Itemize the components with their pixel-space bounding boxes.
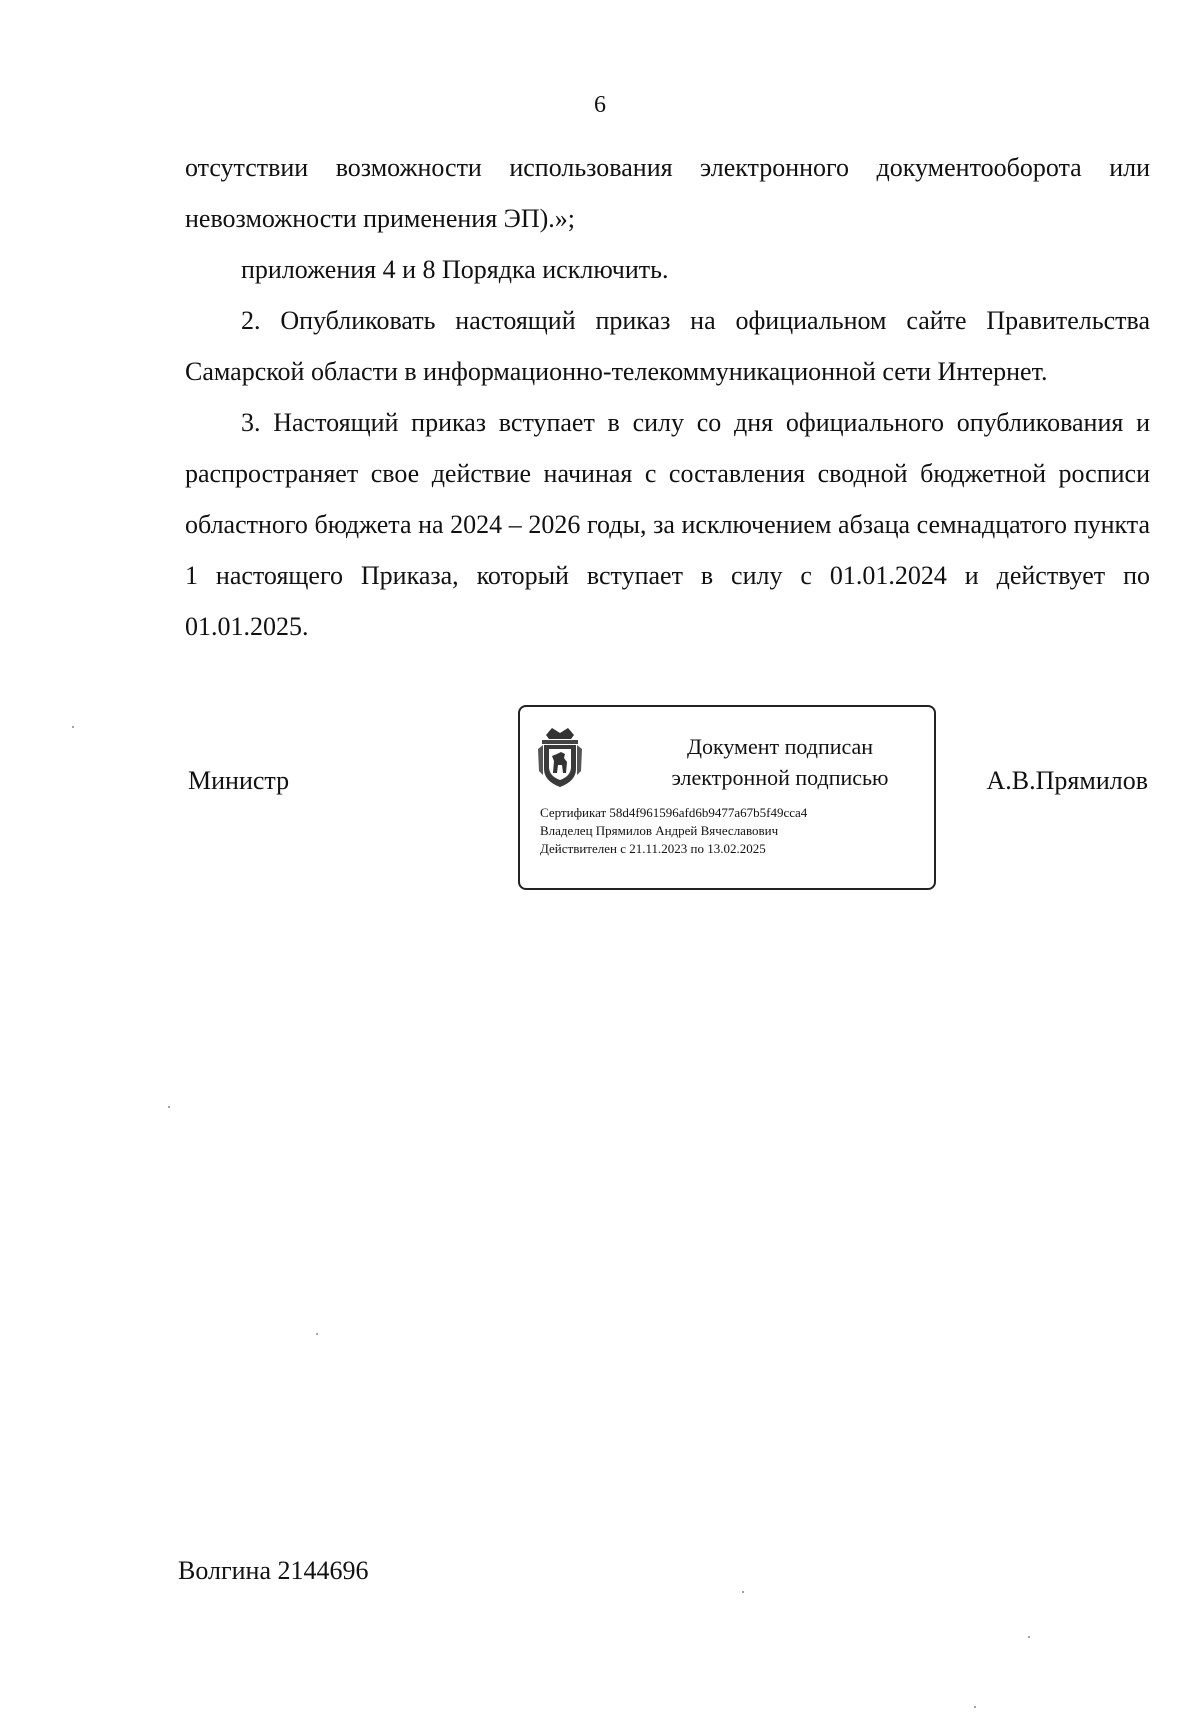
- paragraph-item-2: 2. Опубликовать настоящий приказ на официальном сайте Правительства Самарской области в информационно-телекоммуникационной сети Интернет.: [185, 306, 1150, 386]
- stamp-title-line1: Документ подписан: [686, 734, 874, 759]
- scan-speck: [1028, 1636, 1030, 1638]
- certificate-owner: Владелец Прямилов Андрей Вячеславович: [540, 823, 779, 838]
- stamp-title: [630, 731, 930, 793]
- executor-contact: Волгина 2144696: [178, 1556, 369, 1585]
- samara-region-coat-of-arms-icon: [538, 725, 582, 789]
- scan-speck: [168, 1106, 170, 1108]
- signature-position: Министр: [188, 766, 290, 795]
- certificate-validity: Действителен с 21.11.2023 по 13.02.2025: [540, 841, 766, 856]
- paragraph-continuation: отсутствии возможности использования электронного документооборота или невозможности применения ЭП).»;: [185, 153, 1150, 233]
- scan-speck: [72, 726, 74, 728]
- scan-speck: [316, 1333, 318, 1335]
- page-number: 6: [594, 92, 606, 118]
- stamp-title-line2: электронной подписью: [671, 765, 889, 790]
- paragraph-appendices: приложения 4 и 8 Порядка исключить.: [241, 255, 669, 284]
- e-signature-stamp: [518, 705, 936, 890]
- signer-name: А.В.Прямилов: [986, 766, 1148, 795]
- stamp-details: [540, 804, 807, 858]
- document-body: [185, 142, 1150, 652]
- scan-speck: [974, 1706, 976, 1708]
- certificate-number: Сертификат 58d4f961596afd6b9477a67b5f49cca4: [540, 805, 808, 820]
- paragraph-item-3: 3. Настоящий приказ вступает в силу со дня официального опубликования и распространяет свое действие начиная с составления сводной бюджетной росписи областного бюджета на 2024 – 2026 годы, за исключением абзаца семнадцатого пункта 1 настоящего Приказа, который вступает в силу с 01.01.2024 и действует по 01.01.2025.: [185, 408, 1150, 641]
- scan-speck: [742, 1591, 744, 1593]
